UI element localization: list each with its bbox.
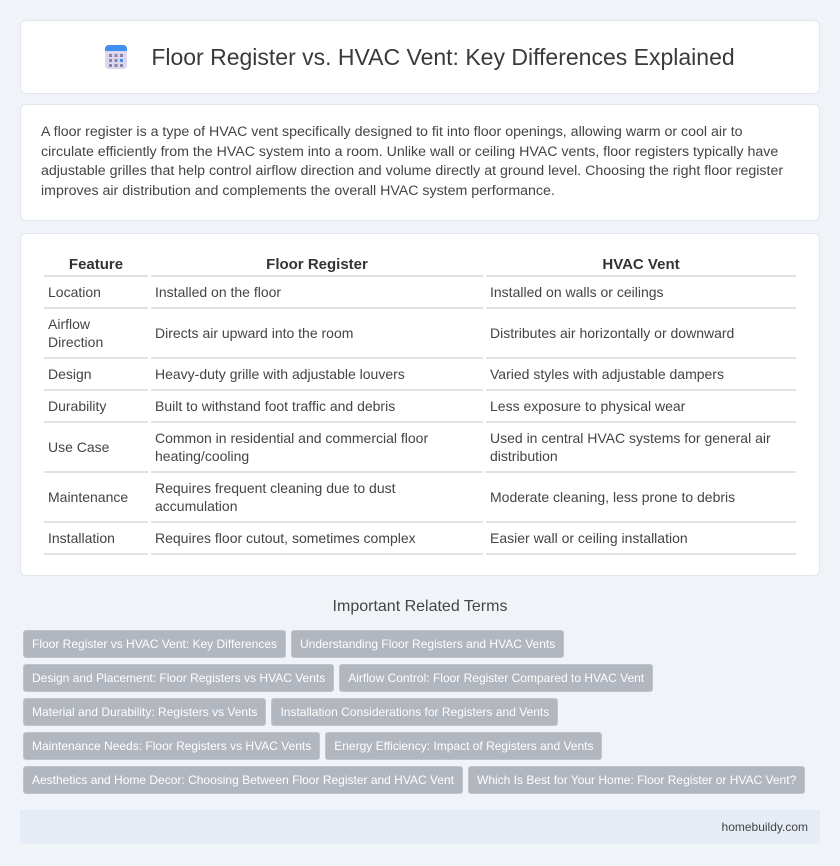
table-row xyxy=(44,523,796,555)
table-row xyxy=(44,473,796,523)
cell-hvac-vent: Installed on walls or ceilings xyxy=(486,277,796,309)
related-term-link[interactable]: Design and Placement: Floor Registers vs HVAC Vents xyxy=(23,664,334,692)
cell-hvac-vent: Used in central HVAC systems for general air distribution xyxy=(486,423,796,473)
cell-floor-register: Heavy-duty grille with adjustable louvers xyxy=(151,359,483,391)
cell-hvac-vent: Easier wall or ceiling installation xyxy=(486,523,796,555)
cell-floor-register: Installed on the floor xyxy=(151,277,483,309)
cell-hvac-vent: Distributes air horizontally or downward xyxy=(486,309,796,359)
related-term-link[interactable]: Which Is Best for Your Home: Floor Register or HVAC Vent? xyxy=(468,766,805,794)
cell-hvac-vent: Less exposure to physical wear xyxy=(486,391,796,423)
cell-feature: Design xyxy=(44,359,148,391)
related-term-link[interactable]: Material and Durability: Registers vs Vents xyxy=(23,698,266,726)
cell-feature: Installation xyxy=(44,523,148,555)
table-row xyxy=(44,309,796,359)
header-hvac-vent: HVAC Vent xyxy=(486,254,796,277)
related-term-link[interactable]: Maintenance Needs: Floor Registers vs HVAC Vents xyxy=(23,732,320,760)
table-row xyxy=(44,423,796,473)
table-row xyxy=(44,277,796,309)
cell-floor-register: Directs air upward into the room xyxy=(151,309,483,359)
intro-card xyxy=(20,104,820,221)
related-term-link[interactable]: Understanding Floor Registers and HVAC Vents xyxy=(291,630,564,658)
header-card xyxy=(20,20,820,94)
footer xyxy=(20,810,820,844)
comparison-table-card xyxy=(20,233,820,576)
related-term-link[interactable]: Energy Efficiency: Impact of Registers and Vents xyxy=(325,732,602,760)
cell-feature: Airflow Direction xyxy=(44,309,148,359)
calculator-grid-icon xyxy=(105,45,127,69)
related-terms-list xyxy=(20,630,820,800)
page-title: Floor Register vs. HVAC Vent: Key Differences Explained xyxy=(151,43,735,70)
footer-site-name: homebuildy.com xyxy=(721,820,808,834)
header-feature: Feature xyxy=(44,254,148,277)
cell-feature: Durability xyxy=(44,391,148,423)
related-term-link[interactable]: Airflow Control: Floor Register Compared to HVAC Vent xyxy=(339,664,653,692)
related-terms-title: Important Related Terms xyxy=(332,598,508,615)
cell-floor-register: Built to withstand foot traffic and debris xyxy=(151,391,483,423)
cell-floor-register: Requires floor cutout, sometimes complex xyxy=(151,523,483,555)
cell-floor-register: Common in residential and commercial floor heating/cooling xyxy=(151,423,483,473)
cell-feature: Location xyxy=(44,277,148,309)
intro-paragraph: A floor register is a type of HVAC vent specifically designed to fit into floor openings, allowing warm or cool air to circulate efficiently from the HVAC system into a room. Unlike wall or ceiling HVAC vents, floor registers typically have adjustable grilles that help control airflow direction and volume directly at ground level. Choosing the right floor register improves air distribution and complements the overall HVAC system performance. xyxy=(41,124,784,199)
cell-hvac-vent: Varied styles with adjustable dampers xyxy=(486,359,796,391)
comparison-table xyxy=(41,254,799,555)
related-term-link[interactable]: Aesthetics and Home Decor: Choosing Between Floor Register and HVAC Vent xyxy=(23,766,463,794)
related-term-link[interactable]: Floor Register vs HVAC Vent: Key Differences xyxy=(23,630,286,658)
cell-feature: Maintenance xyxy=(44,473,148,523)
header-floor-register: Floor Register xyxy=(151,254,483,277)
cell-feature: Use Case xyxy=(44,423,148,473)
table-row xyxy=(44,359,796,391)
cell-hvac-vent: Moderate cleaning, less prone to debris xyxy=(486,473,796,523)
table-header-row xyxy=(44,254,796,277)
cell-floor-register: Requires frequent cleaning due to dust accumulation xyxy=(151,473,483,523)
table-row xyxy=(44,391,796,423)
related-term-link[interactable]: Installation Considerations for Registers and Vents xyxy=(271,698,558,726)
